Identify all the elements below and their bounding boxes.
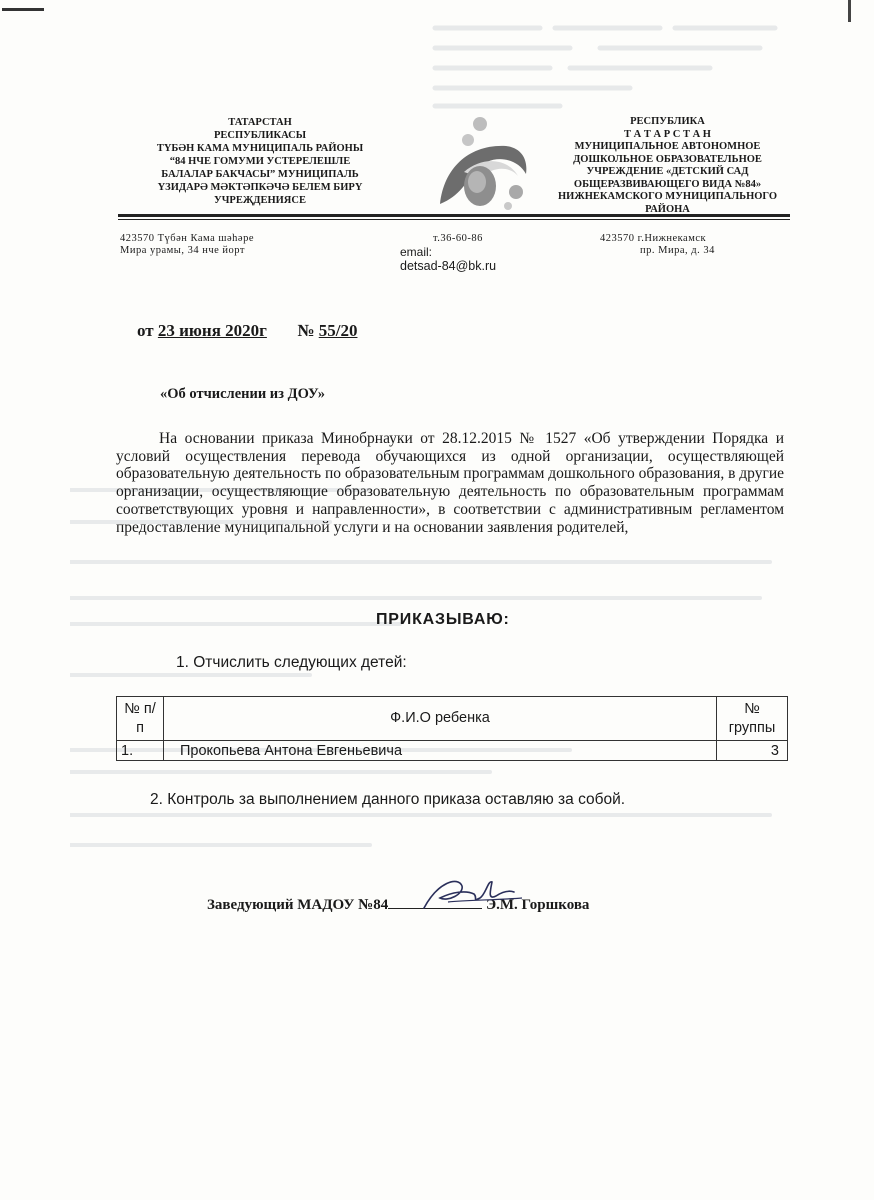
bleed-through-scribble xyxy=(430,20,780,120)
header-group: № группы xyxy=(717,697,788,741)
header-right-line: МУНИЦИПАЛЬНОЕ АВТОНОМНОЕ xyxy=(574,141,761,152)
body-paragraph xyxy=(116,430,784,536)
logo-emblem-icon xyxy=(420,112,532,212)
order-date: 23 июня 2020г xyxy=(157,321,267,340)
header-left-line: ҮЗИДАРӘ МӘКТӘПКӘЧӘ БЕЛЕМ БИРҮ xyxy=(157,182,363,193)
header-right-block xyxy=(540,116,795,216)
address-right-line: пр. Мира, д. 34 xyxy=(640,245,715,256)
table-header-row xyxy=(117,697,788,741)
header-left-line: ТҮБӘН КАМА МУНИЦИПАЛЬ РАЙОНЫ xyxy=(156,143,364,154)
handwritten-signature xyxy=(418,872,528,916)
body-paragraph-text: На основании приказа Минобрнауки от 28.12.2015 № 1527 «Об утверждении Порядка и условий осуществления перевода обучающихся из одной организации, осуществляющей образовательную деятельность по образовательным программам дошкольного образования, в другие организации, осуществляющие образовательную деятельность по образовательным программам соответствующих уровня и направленности», в соответствии с административным регламентом предоставление муниципальной услуги и на основании заявления родителей, xyxy=(116,430,784,536)
list-item-2: 2. Контроль за выполнением данного приказа оставляю за собой. xyxy=(150,791,626,808)
address-left-line: 423570 Түбән Кама шәһәре xyxy=(120,233,254,244)
document-title: «Об отчислении из ДОУ» xyxy=(160,386,326,402)
header-right-line: РАЙОНА xyxy=(645,203,690,215)
header-left-line: РЕСПУБЛИКАСЫ xyxy=(213,130,307,141)
address-right-line: 423570 г.Нижнекамск xyxy=(600,233,707,244)
contacts xyxy=(400,233,496,272)
header-name: Ф.И.О ребенка xyxy=(164,697,717,741)
header-right-line: УЧРЕЖДЕНИЕ «ДЕТСКИЙ САД xyxy=(586,166,749,177)
header-left-line: “84 НЧЕ ГОМУМИ УСТЕРЕЛЕШЛЕ xyxy=(169,156,351,167)
header-left-line: ТАТАРСТАН xyxy=(228,117,292,128)
cell-number: 1. xyxy=(117,741,164,761)
header-right-line: НИЖНЕКАМСКОГО МУНИЦИПАЛЬНОГО xyxy=(557,191,778,202)
bleed-through-area xyxy=(430,20,780,120)
scan-edge-mark xyxy=(848,0,851,22)
cell-group: 3 xyxy=(717,741,788,761)
order-number: 55/20 xyxy=(318,321,358,340)
header-left-line: УЧРЕҖДЕНИЯСЕ xyxy=(214,195,306,206)
order-prefix: от xyxy=(137,321,154,340)
email-label: email: xyxy=(400,245,433,259)
header-right-line: ОБЩЕРАЗВИВАЮЩЕГО ВИДА №84» xyxy=(573,178,762,190)
signature-scribble-icon xyxy=(418,872,528,916)
scan-edge-mark xyxy=(2,8,44,11)
directive-heading: ПРИКАЗЫВАЮ: xyxy=(376,611,510,628)
header-divider xyxy=(118,219,790,220)
order-number-prefix: № xyxy=(297,321,315,340)
address-left-line: Мира урамы, 34 нче йорт xyxy=(120,245,245,256)
header-left-block xyxy=(110,116,410,207)
list-item-1: 1. Отчислить следующих детей: xyxy=(176,654,407,671)
order-date-number xyxy=(137,321,357,341)
table-row xyxy=(117,741,788,761)
header-right-line: ДОШКОЛЬНОЕ ОБРАЗОВАТЕЛЬНОЕ xyxy=(573,153,762,165)
header-right-line: РЕСПУБЛИКА xyxy=(630,116,705,127)
signature-line xyxy=(207,897,589,914)
kindergarten-logo xyxy=(420,112,532,212)
email-address: detsad-84@bk.ru xyxy=(400,259,497,273)
phone: т.36-60-86 xyxy=(433,233,483,244)
signer-position: Заведующий МАДОУ №84 xyxy=(207,897,389,913)
address-left xyxy=(120,233,254,257)
signer-name: Э.М. Горшкова xyxy=(485,897,590,913)
header-right-line: Т А Т А Р С Т А Н xyxy=(624,128,711,140)
header-divider xyxy=(118,214,790,217)
address-right xyxy=(600,233,715,257)
header-number: № п/п xyxy=(117,697,164,741)
cell-name: Прокопьева Антона Евгеньевича xyxy=(164,741,717,761)
children-table xyxy=(116,696,788,761)
header-left-line: БАЛАЛАР БАКЧАСЫ” МУНИЦИПАЛЬ xyxy=(161,169,359,180)
